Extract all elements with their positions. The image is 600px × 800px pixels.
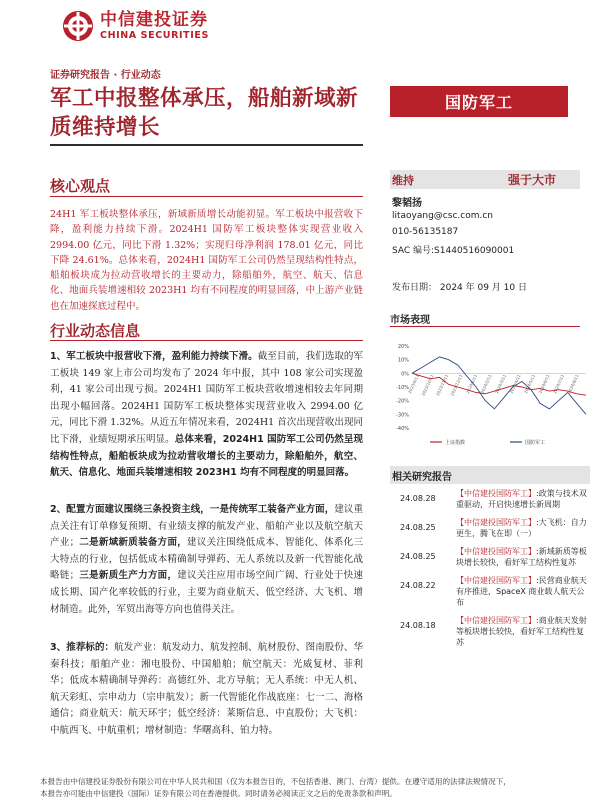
report-category: 证券研究报告 · 行业动态 [50,70,161,81]
rating-label: 维持 [392,174,414,187]
para2-body-a: 建议重点关注有订单修复预期、有业绩支撑的航发产业、船舶产业以及航空航天产业； [50,504,363,549]
related-heading: 相关研究报告 [392,472,452,483]
industry-paragraph-1 [50,349,363,482]
para1-body: 截至目前，我们选取的军工板块 149 家上市公司均发布了 2024 年中报，其中 108 家公司实现盈利，41 家公司出现亏损。2024H1 国防军工板块营收增速相较去年同期出现小幅回落。2024H1 国防军工板块整体实现营业收入 2994.00 亿元，同比下滑 1.32%。从近五年情况来看，2024H1 首次出现营收出现同比下滑，业绩短期承压明显。 [50,351,363,445]
related-report-tag: 【中信建投国防军工】 [456,518,536,527]
market-heading: 市场表现 [390,315,430,326]
analyst-phone: 010-56135187 [392,227,459,237]
market-performance-chart [390,340,590,450]
x-tick-label: 2024/7/11 [551,373,566,395]
analyst-name: 黎韬扬 [392,198,422,209]
legend-label: 国防军工 [525,440,546,446]
core-view-text: 24H1 军工板块整体承压，新域新质增长动能初显。军工板块中报营收下降，盈利能力持续下滑。2024H1 国防军工板块整体实现营业收入 2994.00 亿元，同比下滑 1.32%；实现归母净利润 178.01 亿元，同比下降 24.61%。总体来看，2024H1 国防军工公司仍然呈现结构性特点，船舶板块成为拉动营收增长的主要动力，除船舶外，航空、航天、信息化、地面兵装增速相较 2023H1 均有不同程度的明显回落，中上游产业链也在加速探底过程中。 [50,209,363,312]
analyst-email: litaoyang@csc.com.cn [392,211,493,221]
analyst-sac: SAC 编号:S1440516090001 [392,246,515,256]
report-title: 军工中报整体承压，船舶新域新质维持增长 [50,86,359,140]
x-tick-label: 2024/5/11 [522,373,537,395]
industry-heading: 行业动态信息 [50,322,141,340]
para2-body-b: 建议关注围绕低成本、智能化、体系化三大特点的行业，包括低成本精确制导弹药、无人系统以及新一代智能化战略链； [50,537,363,582]
industry-paragraph-3 [50,640,363,740]
y-tick-label: -40% [396,426,409,432]
publish-date: 发布日期： 2024 年 09 月 10 日 [392,283,527,293]
y-tick-label: -10% [396,385,409,391]
related-report-tag: 【中信建投国防军工】 [456,547,536,556]
x-tick-label: 2024/3/11 [493,373,508,395]
y-tick-label: 20% [397,344,409,350]
para1-lead: 1、军工板块中报营收下滑，盈利能力持续下滑。 [50,351,258,362]
industry-divider [50,340,363,341]
para2-line-c: 三是新质生产力方面， [79,570,178,582]
related-report-text: :大飞机：自力更生，腾飞在即（一） [456,518,587,538]
disclaimer-footer [40,776,600,800]
x-tick-label: 2023/11/11 [434,373,450,397]
related-report-item[interactable] [392,615,590,648]
rating-value: 强于大市 [508,173,557,187]
related-report-tag: 【中信建投国防军工】 [456,489,536,498]
industry-paragraph-2 [50,502,363,618]
related-report-text: :商业航天发射等板块增长较快，看好军工结构性复苏 [456,616,587,647]
related-report-title [456,488,588,510]
x-tick-label: 2024/4/11 [508,373,522,395]
legend-label: 上证指数 [445,440,466,446]
related-report-title [456,517,588,539]
para2-body-c: 建议关注应用市场空间广阔、行业处于快速成长期、国产化率较低的行业，主要为商业航天、低空经济、大飞机、增材制造。此外，军贸出海等方向也值得关注。 [50,570,363,615]
title-divider [50,144,363,146]
logo-chinese-name: 中信建投证券 [100,10,208,30]
related-report-title [456,615,588,648]
disclaimer-line-1: 本报告由中信建投证券股份有限公司在中华人民共和国（仅为本报告目的，不包括香港、澳门、台湾）提供。在遵守适用的法律法规情况下， [40,777,511,786]
related-report-date: 24.08.22 [400,581,436,590]
x-tick-label: 2024/1/11 [464,373,479,395]
x-tick-label: 2024/8/11 [566,373,580,395]
x-tick-label: 2023/12/11 [449,373,464,397]
csc-logo-icon [62,10,94,42]
logo-english-name: CHINA SECURITIES [100,30,209,41]
para3-lead: 3、推荐标的： [50,642,115,653]
core-view-heading: 核心观点 [50,177,111,195]
related-report-title [456,546,588,568]
related-report-tag: 【中信建投国防军工】 [456,616,536,625]
related-report-item[interactable] [392,488,590,510]
related-report-item[interactable] [392,575,590,608]
core-view-divider [50,196,363,197]
para2-line-b: 二是新域新质装备方面， [79,537,188,549]
y-tick-label: -20% [396,398,409,405]
y-tick-label: 10% [397,357,409,364]
related-report-tag: 【中信建投国防军工】 [456,576,536,585]
related-report-item[interactable] [392,517,590,539]
related-report-date: 24.08.25 [400,523,436,532]
related-report-text: :新域新质等板块增长较快，看好军工结构性复苏 [456,547,587,567]
sector-label: 国防军工 [390,86,568,117]
related-report-date: 24.08.18 [400,621,436,630]
market-chart-svg [390,340,590,450]
related-report-text: :政策与技术双重驱动，开启快速增长新周期 [456,489,587,509]
related-reports-list [392,488,590,655]
company-logo [62,10,209,42]
y-tick-label: -30% [396,412,409,419]
para3-body: 航发产业：航发动力、航发控制、航材股份、图南股份、华秦科技；船舶产业：湘电股份、中国船舶；航空航天：光威复材、菲利华；低成本精确制导弹药：高德红外、北方导航；无人系统：中无人机、航天彩虹、宗申动力（宗申航发）；新一代智能化作战底座：七一二、海格通信；商业航天：航天环宇；低空经济：莱斯信息、中直股份；大飞机：中航西飞、中航重机；增材制造：华曙高科、铂力特。 [50,642,363,736]
related-report-item[interactable] [392,546,590,568]
x-tick-label: 2023/10/11 [420,373,435,397]
x-tick-label: 2023/9/11 [406,373,421,395]
market-divider [390,326,580,327]
related-report-text: :民营商业航天有序推进，SpaceX 商业载人航天公布 [456,576,587,607]
x-tick-label: 2024/2/11 [479,373,493,395]
related-report-title [456,575,588,608]
para2-lead: 2、配置方面建议围绕三条投资主线，一是传统军工装备产业方面， [50,504,335,515]
para1-summary: 总体来看，2024H1 国防军工公司仍然呈现结构性特点，船舶板块成为拉动营收增长的主要动力，除船舶外，航空、航天、信息化、地面兵装增速相较 2023H1 均有不同程度的明显回落。 [50,433,363,479]
x-tick-label: 2024/6/11 [537,373,551,395]
disclaimer-line-2: 本报告亦可能由中信建投（国际）证券有限公司在香港提供。同时请务必阅读正文之后的免责条款和声明。 [40,789,397,798]
related-report-date: 24.08.28 [400,494,436,503]
y-tick-label: 0% [401,371,409,378]
related-report-date: 24.08.25 [400,552,436,561]
